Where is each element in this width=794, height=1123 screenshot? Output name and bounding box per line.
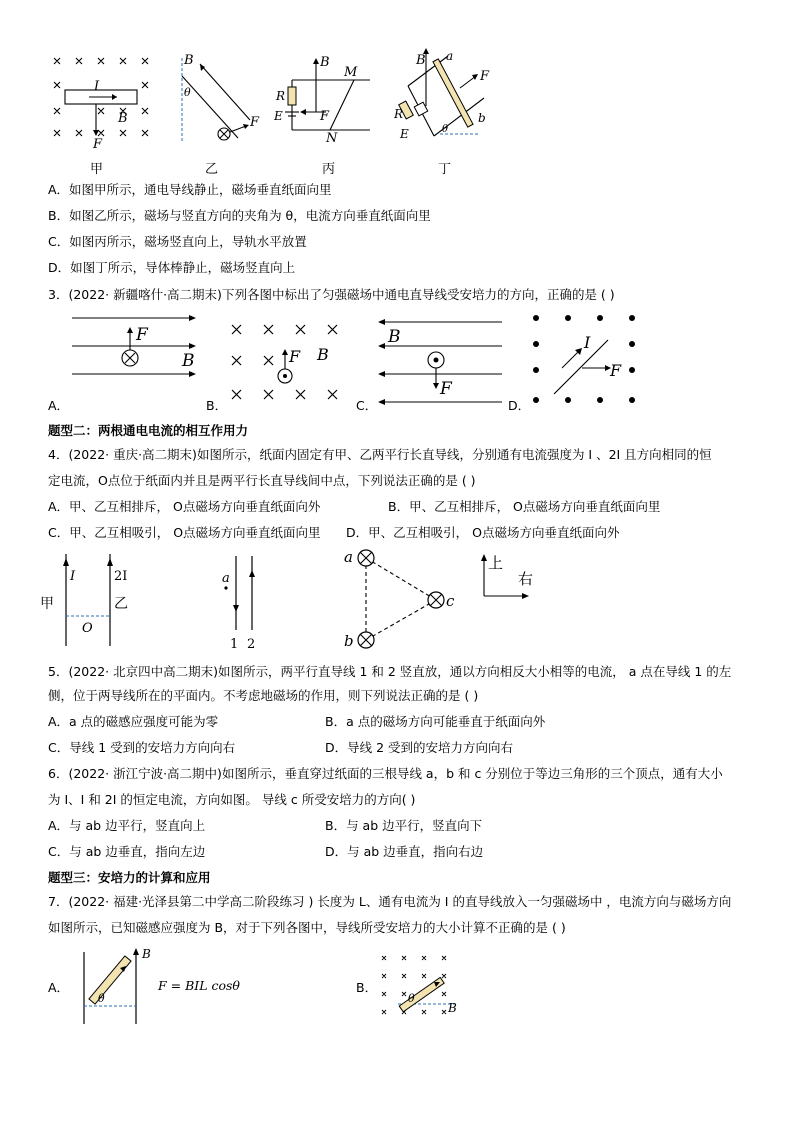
q6-option-d: D．与 ab 边垂直，指向右边 xyxy=(325,844,484,859)
figure-jia xyxy=(45,50,155,150)
q2-option-d: D．如图丁所示，导体棒静止，磁场竖直向上 xyxy=(48,260,296,275)
bing-M-label: M xyxy=(344,65,358,80)
q4-jia-label: 甲 xyxy=(40,596,54,612)
label-jia: 甲 xyxy=(90,162,104,177)
q6-figure xyxy=(338,544,468,654)
figure-bing xyxy=(270,52,380,147)
ding-B-label: B xyxy=(416,53,426,68)
q6-b-label: b xyxy=(344,632,354,650)
q5-figure xyxy=(216,550,276,655)
q4-option-a: A．甲、乙互相排斥， O点磁场方向垂直纸面向外 xyxy=(48,499,321,514)
bing-B-label: B xyxy=(320,55,330,70)
q7a-B-label: B xyxy=(142,947,151,961)
bing-N-label: N xyxy=(326,131,338,146)
q7-stem-line1: 7．(2022· 福建·光泽县第二中学高二阶段练习 ) 长度为 L、通有电流为 I 的直导线放入一匀强磁场中 ，电流方向与磁场方向 xyxy=(48,894,732,909)
label-bing: 丙 xyxy=(322,162,336,177)
q7-letter-a: A． xyxy=(48,980,70,995)
q5-option-b: B．a 点的磁场方向可能垂直于纸面向外 xyxy=(325,714,546,729)
q7b-theta-label: θ xyxy=(408,992,415,1005)
q6-stem-line2: 为 I、I 和 2I 的恒定电流，方向如图。 导线 c 所受安培力的方向( ) xyxy=(48,792,416,807)
label-ding: 丁 xyxy=(438,162,452,177)
q3a-B-label: B xyxy=(182,351,195,371)
ding-theta-label: θ xyxy=(442,124,449,135)
direction-indicator xyxy=(474,552,544,602)
q5-option-c: C．导线 1 受到的安培力方向向右 xyxy=(48,740,236,755)
dir-right-label: 右 xyxy=(518,570,534,588)
q5-stem-line1: 5．(2022· 北京四中高二期末)如图所示，两平行直导线 1 和 2 竖直放，通以方向相反大小相等的电流， a 点在导线 1 的左 xyxy=(48,664,732,679)
jia-I-label: I xyxy=(94,79,100,94)
ding-E-label: E xyxy=(400,127,409,141)
q5-2-label: 2 xyxy=(247,637,256,652)
q6-option-c: C．与 ab 边垂直，指向左边 xyxy=(48,844,206,859)
section3-title: 题型三：安培力的计算和应用 xyxy=(48,870,211,885)
q3-figure-b xyxy=(225,318,345,408)
q4-option-d: D．甲、乙互相吸引， O点磁场方向垂直纸面向外 xyxy=(346,525,620,540)
figure-yi xyxy=(170,46,265,156)
q4-I-label: I xyxy=(70,569,76,584)
jia-B-label: B xyxy=(118,111,128,126)
q5-option-a: A．a 点的磁感应强度可能为零 xyxy=(48,714,219,729)
q2-option-b: B．如图乙所示，磁场与竖直方向的夹角为 θ，电流方向垂直纸面向里 xyxy=(48,208,431,223)
q3-figure-d xyxy=(528,312,638,407)
q7a-theta-label: θ xyxy=(98,992,105,1005)
q3-letter-c: C． xyxy=(356,398,378,413)
q6-stem-line1: 6．(2022· 浙江宁波·高二期中)如图所示，垂直穿过纸面的三根导线 a，b 和 c 分别位于等边三角形的三个顶点，通有大小 xyxy=(48,766,723,781)
q4-figure xyxy=(40,550,130,650)
q6-option-b: B．与 ab 边平行，竖直向下 xyxy=(325,818,483,833)
q2-option-a: A．如图甲所示，通电导线静止，磁场垂直纸面向里 xyxy=(48,182,332,197)
figure-ding xyxy=(388,46,498,151)
yi-theta-label: θ xyxy=(184,86,191,99)
bing-F-label: F xyxy=(320,109,330,124)
yi-F-label: F xyxy=(250,115,260,130)
q6-c-label: c xyxy=(446,592,455,610)
q5-a-label: a xyxy=(222,571,230,586)
q5-stem-line2: 侧，位于两导线所在的平面内。不考虑地磁场的作用，则下列说法正确的是 ( ) xyxy=(48,688,479,703)
bing-E-label: E xyxy=(274,109,283,123)
dir-up-label: 上 xyxy=(488,554,504,572)
q2-option-c: C．如图丙所示，磁场竖直向上，导轨水平放置 xyxy=(48,234,307,249)
q7b-B-label: B xyxy=(448,1001,457,1015)
q3c-F-label: F xyxy=(440,379,452,399)
ding-a-label: a xyxy=(446,49,454,63)
label-yi: 乙 xyxy=(205,162,219,177)
yi-B-label: B xyxy=(184,53,194,68)
q3c-B-label: B xyxy=(388,327,401,347)
q7-figure-a xyxy=(74,946,164,1026)
q4-yi-label: 乙 xyxy=(114,596,128,612)
q4-2I-label: 2I xyxy=(114,569,128,584)
q5-option-d: D．导线 2 受到的安培力方向向右 xyxy=(325,740,514,755)
q4-option-b: B．甲、乙互相排斥， O点磁场方向垂直纸面向里 xyxy=(388,499,661,514)
ding-R-label: R xyxy=(394,107,404,121)
q7-stem-line2: 如图所示，已知磁感应强度为 B，对于下列各图中，导线所受安培力的大小计算不正确的是 ( ) xyxy=(48,920,566,935)
q3b-B-label: B xyxy=(317,345,329,364)
q3-stem: 3．(2022· 新疆喀什·高二期末)下列各图中标出了匀强磁场中通电直导线受安培力的方向，正确的是 ( ) xyxy=(48,287,615,302)
q4-O-label: O xyxy=(82,621,93,636)
q3-figure-a xyxy=(70,310,200,385)
section2-title: 题型二：两根通电电流的相互作用力 xyxy=(48,423,249,438)
ding-b-label: b xyxy=(478,111,486,125)
q3a-F-label: F xyxy=(136,325,148,345)
ding-F-label: F xyxy=(480,69,490,84)
q3-figure-c xyxy=(376,316,506,406)
q4-stem-line2: 定电流，O点位于纸面内并且是两平行长直导线间中点，下列说法正确的是 ( ) xyxy=(48,473,476,488)
q3-letter-b: B． xyxy=(206,398,228,413)
q4-option-c: C．甲、乙互相吸引， O点磁场方向垂直纸面向里 xyxy=(48,525,321,540)
jia-F-label: F xyxy=(93,137,103,150)
q3b-F-label: F xyxy=(289,347,301,366)
q6-a-label: a xyxy=(344,548,353,566)
q7a-formula: F = BIL cosθ xyxy=(158,978,240,993)
q3d-F-label: F xyxy=(610,361,622,380)
q5-1-label: 1 xyxy=(230,637,239,652)
q7-figure-b xyxy=(378,950,468,1022)
q3d-I-label: I xyxy=(584,333,591,352)
q3-letter-a: A． xyxy=(48,398,70,413)
q7-letter-b: B． xyxy=(356,980,378,995)
bing-R-label: R xyxy=(276,89,286,103)
q6-option-a: A．与 ab 边平行，竖直向上 xyxy=(48,818,206,833)
q4-stem-line1: 4．(2022· 重庆·高二期末)如图所示，纸面内固定有甲、乙两平行长直导线，分别通有电流强度为 I 、2I 且方向相同的恒 xyxy=(48,447,712,462)
q3-letter-d: D． xyxy=(508,398,531,413)
